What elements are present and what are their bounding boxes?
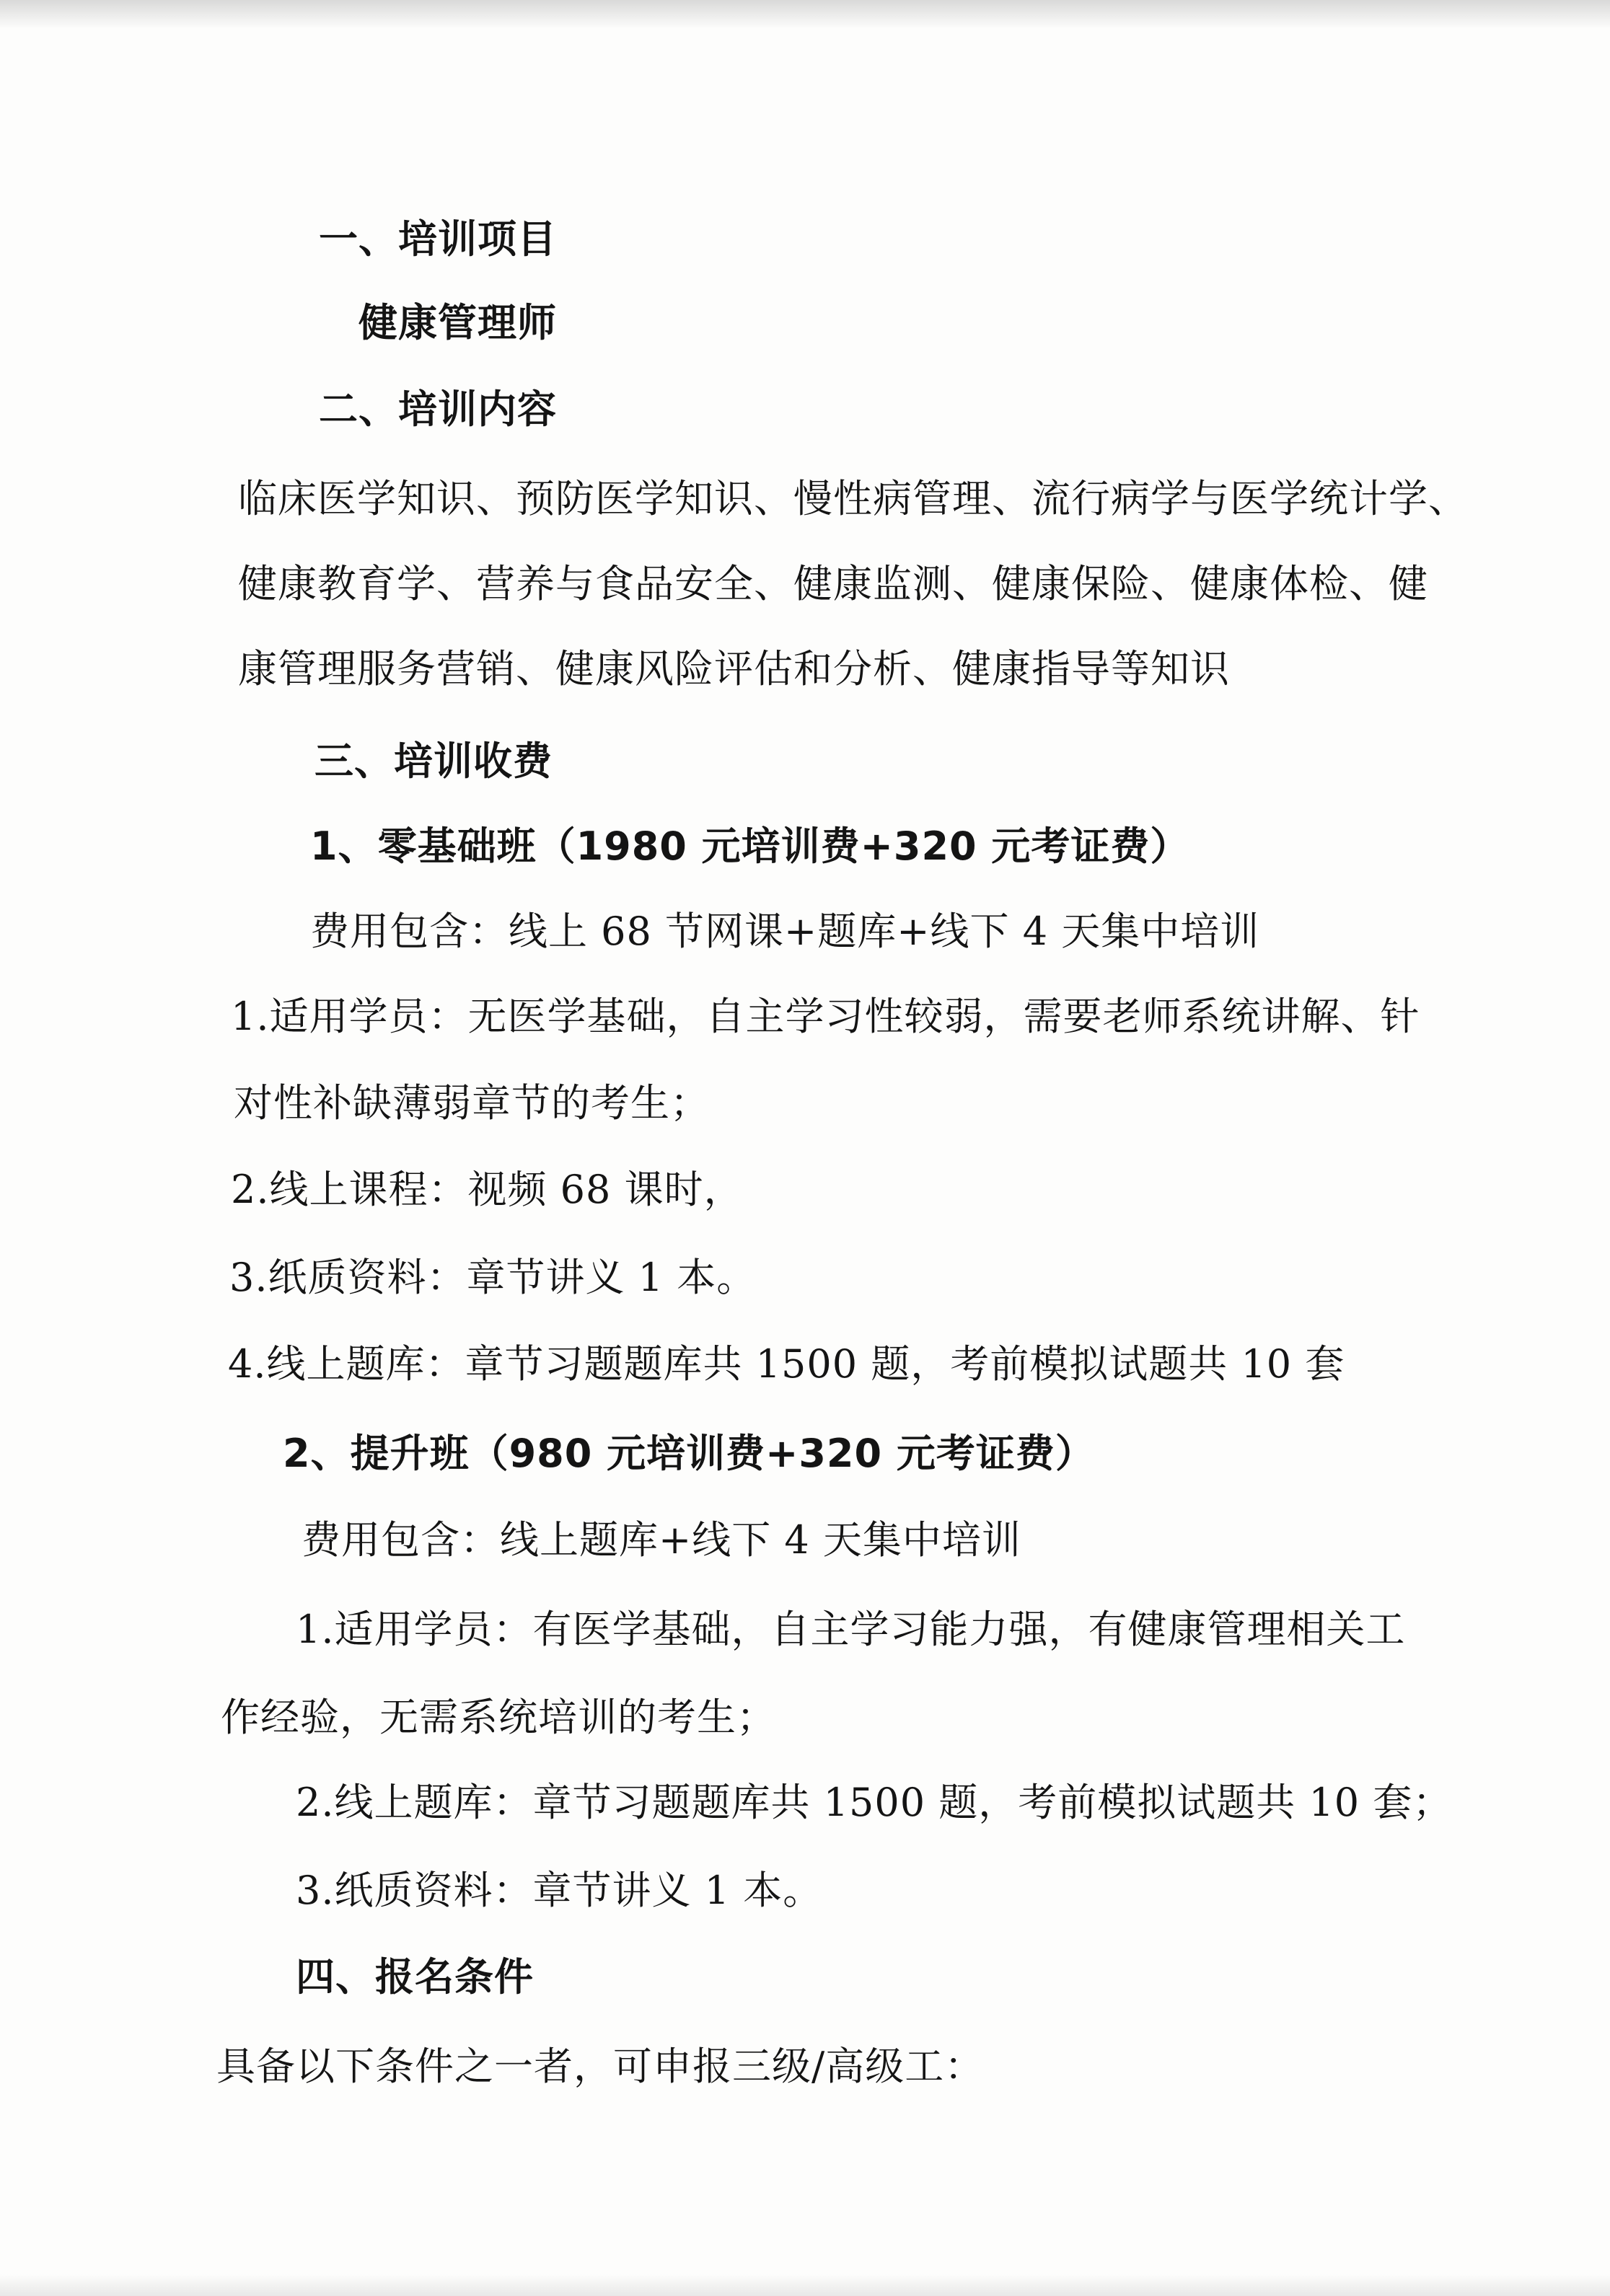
section-1-item: 健康管理师	[358, 300, 557, 345]
section-2-heading: 二、培训内容	[319, 387, 557, 432]
class-1-item-2: 2.线上课程：视频 68 课时，	[231, 1167, 744, 1212]
section-2-content-line-3: 康管理服务营销、健康风险评估和分析、健康指导等知识	[238, 646, 1230, 692]
class-1-item-1a: 1.适用学员：无医学基础，自主学习性较弱，需要老师系统讲解、针	[231, 994, 1420, 1039]
section-1-heading: 一、培训项目	[319, 216, 557, 262]
class-2-title: 2、提升班（980 元培训费+320 元考证费）	[283, 1431, 1095, 1476]
class-1-includes: 费用包含：线上 68 节网课+题库+线下 4 天集中培训	[310, 909, 1260, 954]
class-2-item-3: 3.纸质资料：章节讲义 1 本。	[296, 1868, 823, 1913]
class-1-item-4: 4.线上题库：章节习题题库共 1500 题，考前模拟试题共 10 套	[228, 1341, 1345, 1387]
section-2-content-line-1: 临床医学知识、预防医学知识、慢性病管理、流行病学与医学统计学、	[238, 476, 1468, 521]
section-4-intro: 具备以下条件之一者，可申报三级/高级工：	[216, 2044, 985, 2089]
class-2-item-1a: 1.适用学员：有医学基础，自主学习能力强，有健康管理相关工	[296, 1607, 1406, 1652]
class-2-includes: 费用包含：线上题库+线下 4 天集中培训	[302, 1517, 1021, 1563]
section-2-content-line-2: 健康教育学、营养与食品安全、健康监测、健康保险、健康体检、健	[238, 561, 1428, 606]
scan-top-shadow	[0, 0, 1610, 29]
section-3-heading: 三、培训收费	[314, 738, 553, 784]
class-1-title: 1、零基础班（1980 元培训费+320 元考证费）	[310, 824, 1190, 869]
class-2-item-1b: 作经验，无需系统培训的考生；	[221, 1695, 776, 1740]
scan-bottom-shadow	[0, 2274, 1610, 2296]
class-2-item-2: 2.线上题库：章节习题题库共 1500 题，考前模拟试题共 10 套；	[296, 1780, 1453, 1825]
class-1-item-1b: 对性补缺薄弱章节的考生；	[234, 1080, 710, 1126]
class-1-item-3: 3.纸质资料：章节讲义 1 本。	[229, 1255, 757, 1300]
section-4-heading: 四、报名条件	[296, 1954, 534, 2000]
